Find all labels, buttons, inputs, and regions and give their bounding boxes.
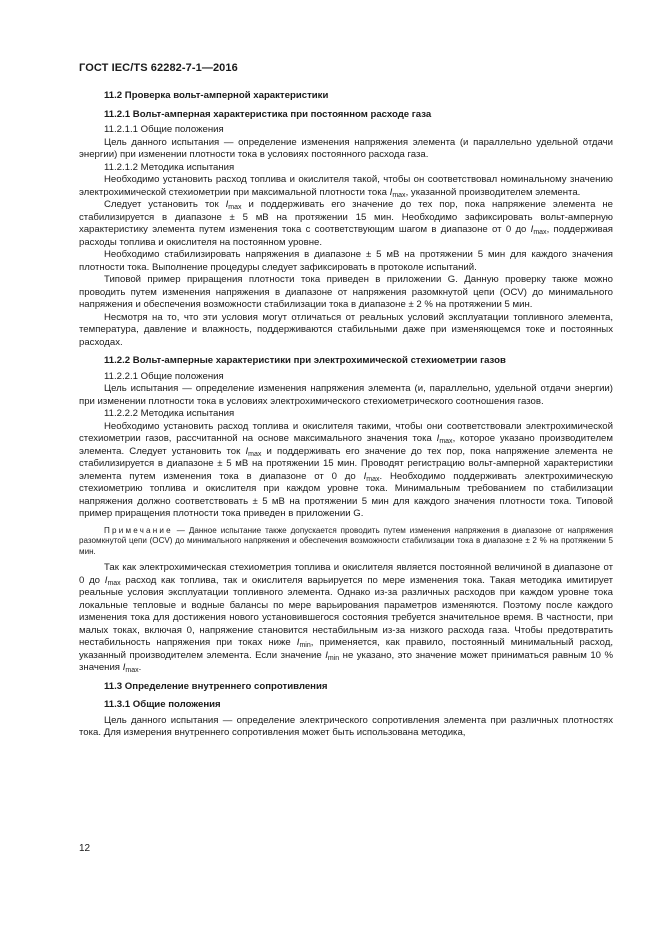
note: Примечание — Данное испытание также допускается проводить путем изменения напряжения в диапазоне от напряжения разомкнутой цепи (OCV) до минимального напряжения и обеспечения возможности стабилизации тока в диапазоне ± 2 % на протяжении 5 мин. bbox=[79, 525, 613, 556]
heading-11-3-1: 11.3.1 Общие положения bbox=[104, 699, 221, 711]
heading-11-3: 11.3 Определение внутреннего сопротивления bbox=[104, 680, 328, 692]
heading-11-2-1-2: 11.2.1.2 Методика испытания bbox=[104, 161, 235, 173]
heading-11-2-2: 11.2.2 Вольт-амперные характеристики при электрохимической стехиометрии газов bbox=[104, 355, 506, 366]
heading-11-2-1: 11.2.1 Вольт-амперная характеристика при постоянном расходе газа bbox=[104, 108, 432, 120]
heading-11-2: 11.2 Проверка вольт-амперной характеристики bbox=[104, 90, 329, 101]
heading-11-2-1-1: 11.2.1.1 Общие положения bbox=[104, 124, 224, 135]
paragraph: Необходимо установить расход топлива и окислителя такой, чтобы он соответствовал номинальному значению электрохимической стехиометрии при максимальной плотности тока $I_{max}$, указанной производителем элемента. bbox=[79, 174, 613, 199]
paragraph: Несмотря на то, что эти условия могут отличаться от реальных условий эксплуатации топливного элемента, температура, давление и влажность, поддерживаются стабильными даже при изменяющемся токе и постоянных расходах. bbox=[79, 311, 613, 348]
paragraph: Типовой пример приращения плотности тока приведен в приложении G. Данную проверку также можно проводить путем изменения напряжения в диапазоне от напряжения разомкнутой цепи (OCV) до минимального напряжения и обеспечения возможности стабилизации тока в диапазоне ± 2 % на протяжении 5 мин. bbox=[79, 274, 613, 310]
standard-header: ГОСТ IEC/TS 62282-7-1—2016 bbox=[79, 62, 238, 74]
paragraph: Цель данного испытания — определение электрического сопротивления элемента при различных плотностях тока. Для измерения внутреннего сопротивления может быть использована методика, bbox=[79, 714, 613, 739]
heading-11-2-2-1: 11.2.2.1 Общие положения bbox=[104, 370, 224, 382]
paragraph: Следует установить ток $I_{max}$ и поддерживать его значение до тех пор, пока напряжение элемента не стабилизируется в диапазоне ± 5 мВ на протяжении 15 мин. Необходимо зафиксировать вольт-амперную характеристику элемента путем изменения тока с соответствующим шагом в диапазоне от 0 до $I_{max}$, поддерживая расходы топлива и окислителя на постоянном уровне. bbox=[79, 199, 613, 248]
note-label: Примечание bbox=[104, 525, 173, 535]
paragraph: Цель испытания — определение изменения напряжения элемента (и, параллельно, удельной отдачи энергии) при изменении плотности тока в условиях электрохимического стехиометрического соотношения газов. bbox=[79, 383, 613, 407]
page-number: 12 bbox=[79, 843, 91, 854]
paragraph: Необходимо установить расход топлива и окислителя такими, чтобы они соответствовали электрохимической стехиометрии газов, рассчитанной на основе максимального значения тока $I_{max}$, которое указано производителем элемента. Следует установить ток $I_{max}$ и поддерживать его значение до тех пор, пока напряжение элемента не стабилизируется в диапазоне ± 5 мВ на протяжении 15 мин. Проводят регистрацию вольт-амперной характеристики элемента путем изменения тока в диапазоне от 0 до $I_{max}$. Необходимо поддерживать электрохимическую стехиометрию топлива и окислителя при каждом уровне тока. Минимальным требованием по стабилизации напряжения должно соответствовать ± 5 мВ на протяжении 5 мин для каждого значения плотности тока. Типовой пример приращения плотности тока приведен в приложении G. bbox=[79, 420, 613, 519]
heading-11-2-2-2: 11.2.2.2 Методика испытания bbox=[104, 408, 235, 419]
document-body bbox=[79, 90, 613, 740]
paragraph: Так как электрохимическая стехиометрия топлива и окислителя является постоянной величиной в диапазоне от 0 до $I_{max}$ расход как топлива, так и окислителя варьируется по мере изменения тока. Такая методика имитирует реальные условия эксплуатации топливного элемента. Однако из-за различных расходов при каждом уровне тока локальные тепловые и водные балансы по мере варьирования параметров изменяются. Поэтому после каждого изменения тока для достижения нового установившегося состояния требуется значительное время. В частности, при малых токах, включая 0, напряжение становится нестабильным из-за низкого расхода газа. Чтобы предотвратить нестабильность напряжения при токах ниже $I_{min}$, применяется, как правило, постоянный минимальный расход, указанный производителем элемента. Если значение $I_{min}$ не указано, это значение может приниматься равным 10 % значения $I_{max}$. bbox=[79, 562, 613, 675]
paragraph: Необходимо стабилизировать напряжения в диапазоне ± 5 мВ на протяжении 5 мин для каждого значения плотности тока. Выполнение процедуры следует зафиксировать в протоколе испытаний. bbox=[79, 249, 613, 273]
paragraph: Цель данного испытания — определение изменения напряжения элемента (и параллельно удельной отдачи энергии) при изменении плотности тока в условиях постоянного расхода газа. bbox=[79, 136, 613, 160]
